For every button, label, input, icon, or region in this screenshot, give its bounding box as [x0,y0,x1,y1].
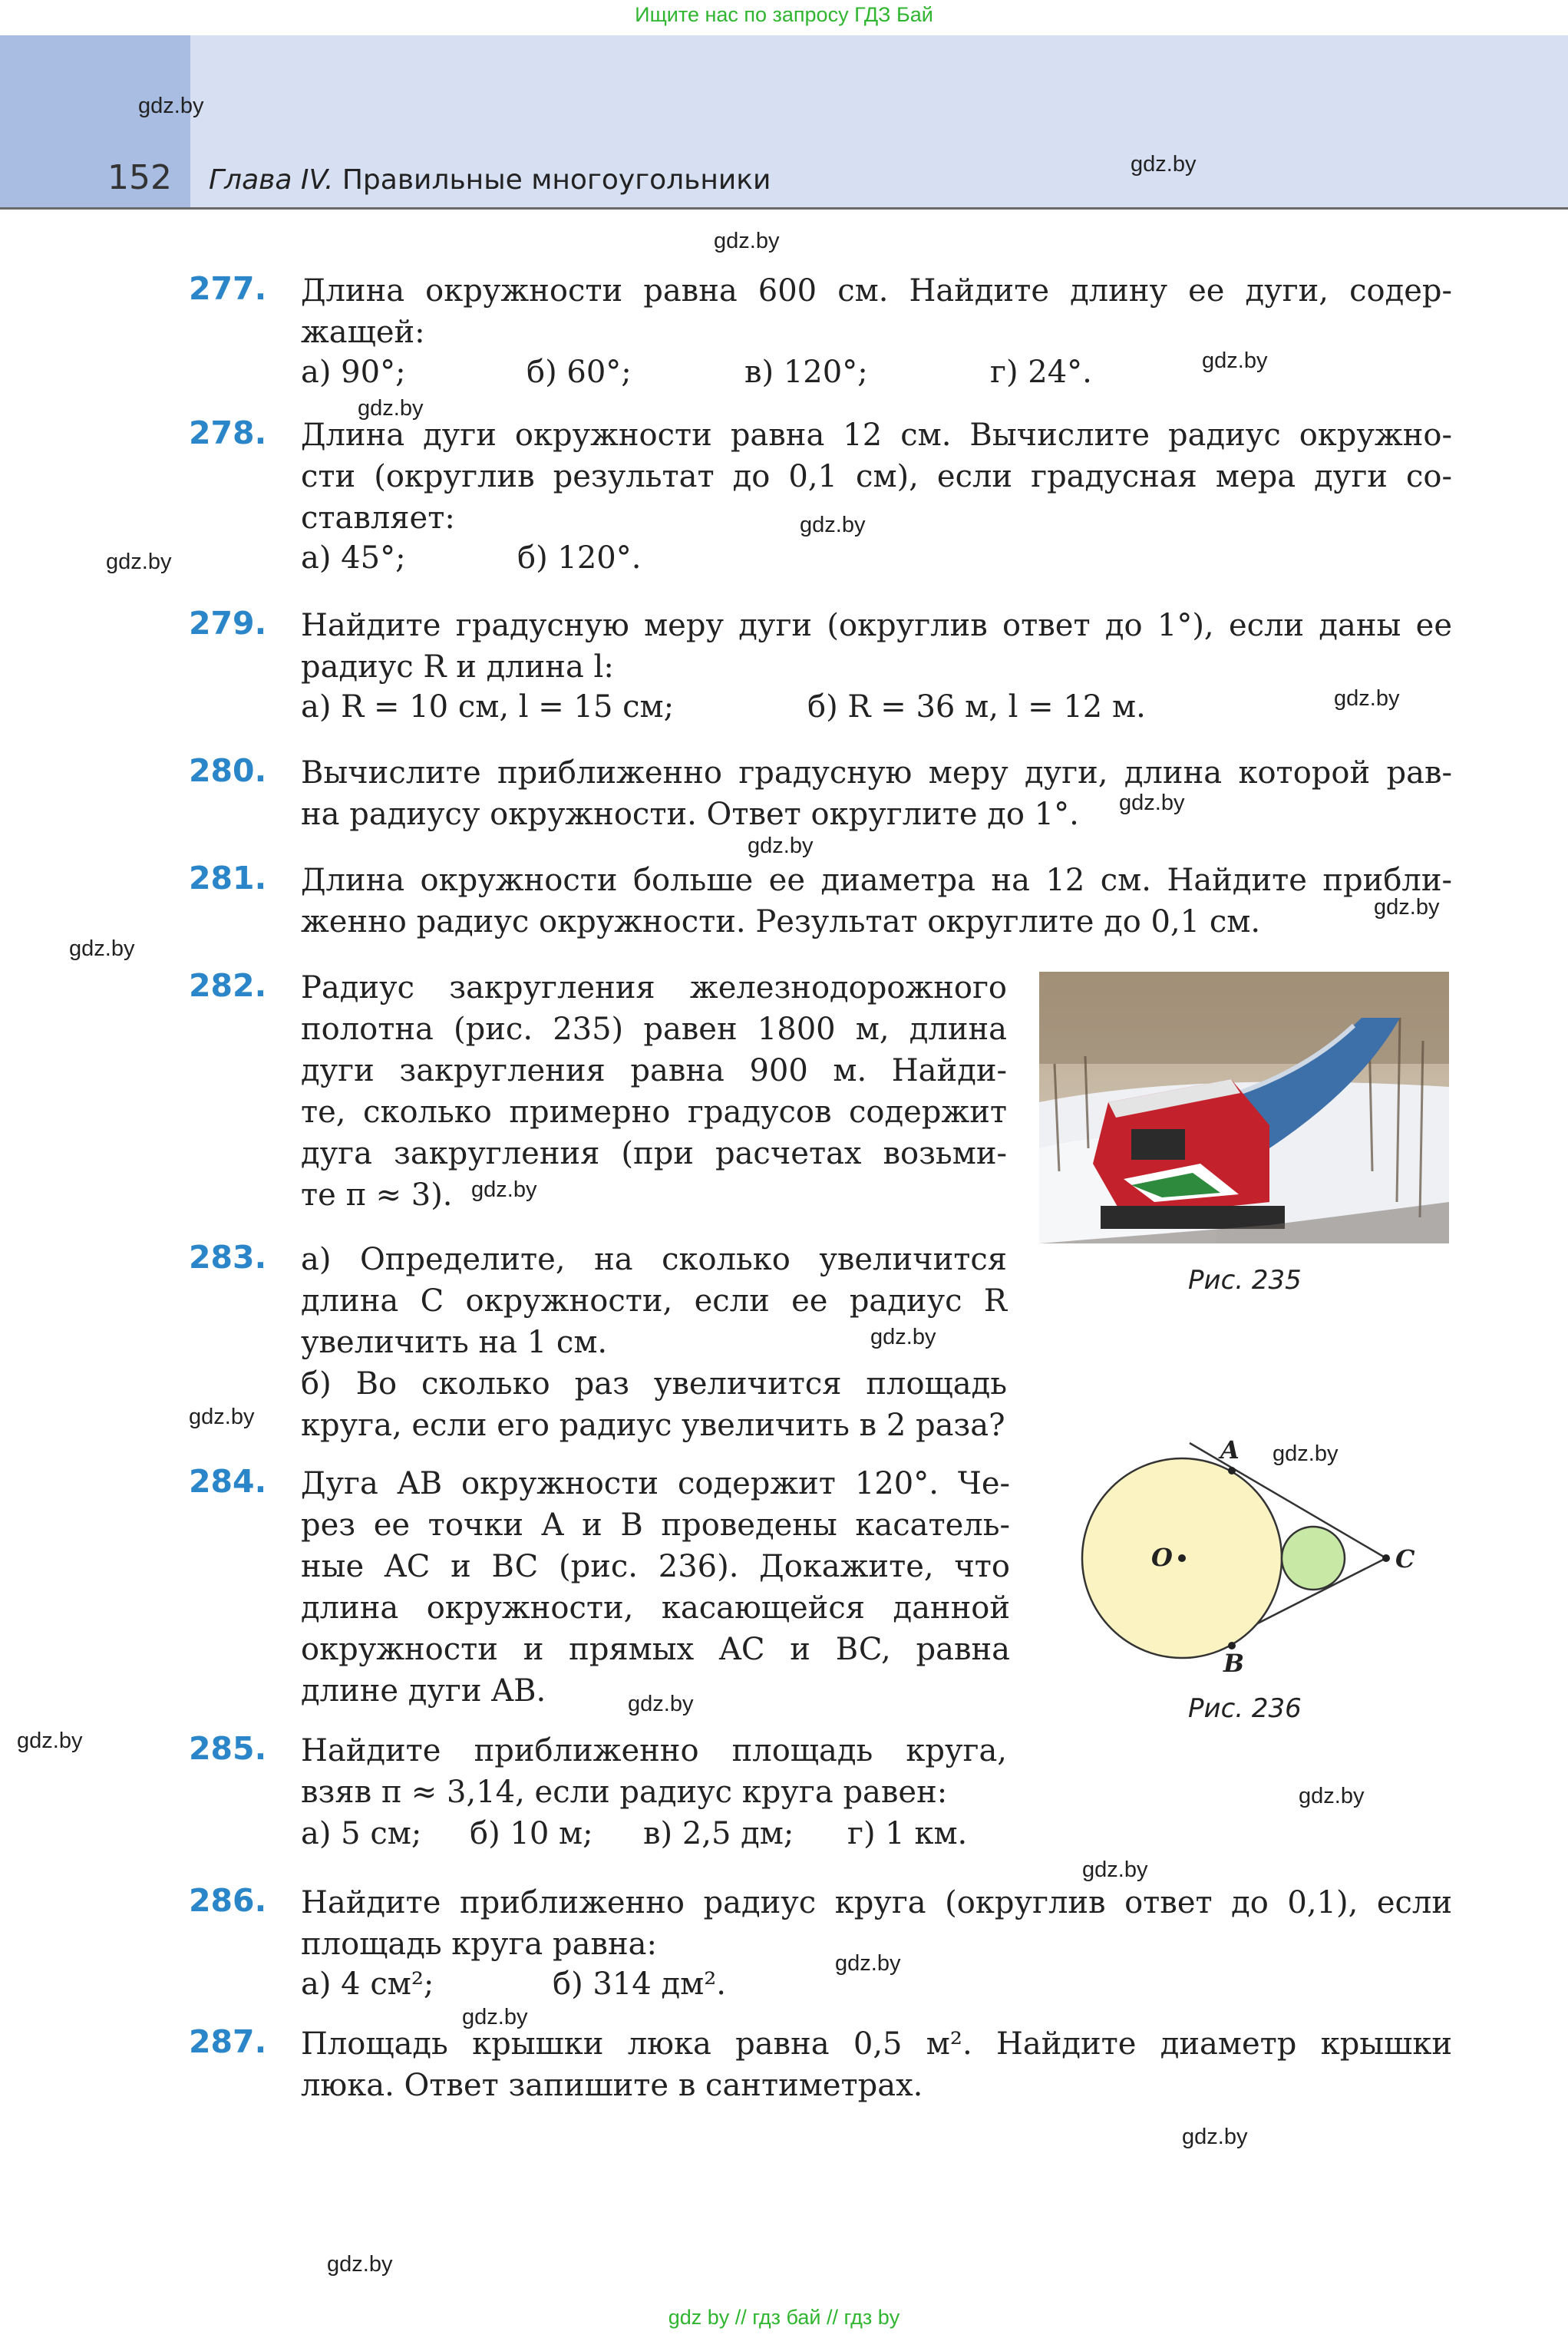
watermark: gdz.by [1131,152,1197,177]
option-b: б) 60°; [527,355,632,390]
watermark: gdz.by [462,2005,528,2029]
watermark: gdz.by [628,1692,694,1716]
watermark: gdz.by [358,396,424,421]
watermark: gdz.by [189,1405,255,1429]
page-number: 152 [107,158,172,197]
point-a [1228,1467,1236,1474]
option-d: г) 24°. [990,355,1092,390]
problem-number: 285. [189,1730,267,1767]
problem-285-text: Найдите приближенно площадь круга, взяв π ≈ 3,14, если радиус круга равен: [301,1733,1007,1810]
top-banner[interactable]: Ищите нас по запросу ГДЗ Бай [635,3,933,26]
problem-number: 282. [189,967,267,1004]
point-c [1382,1554,1390,1562]
problem-number: 281. [189,860,267,897]
problem-279-text: Найдите градусную меру дуги (округлив ответ до 1°), если даны ее радиус R и длина l: [301,608,1452,685]
problem-number: 286. [189,1882,267,1919]
problem-number: 287. [189,2023,267,2060]
watermark: gdz.by [714,229,780,253]
inscribed-circle [1282,1527,1345,1590]
header-divider [0,207,1568,210]
problem-number: 279. [189,605,267,642]
problem-280-text: Вычислите приближенно градусную меру дуги, длина которой рав- на радиусу окружности. Ответ округлите до 1°. [301,755,1452,832]
option-d: г) 1 км. [847,1816,968,1851]
problem-283-text: а) Определите, на сколько увеличится длина C окружности, если ее радиус R увеличить на 1 см. б) Во сколько раз увеличится площадь круга, если его радиус увеличить в 2 раза? [301,1242,1007,1443]
watermark: gdz.by [69,936,135,961]
watermark: gdz.by [471,1177,537,1202]
problem-282-text: Радиус закругления железнодорожного полотна (рис. 235) равен 1800 м, длина дуги закругления равна 900 м. Найди- те, сколько примерно градусов содержит дуга закругления (при расчетах возьми- те π ≈ 3). [301,970,1007,1213]
problem-number: 278. [189,414,267,451]
footer-links[interactable]: gdz by // гдз бай // гдз by [668,2306,900,2329]
option-b: б) R = 36 м, l = 12 м. [807,689,1146,725]
option-b: б) 120°. [517,540,642,576]
problem-287-text: Площадь крышки люка равна 0,5 м². Найдите диаметр крышки люка. Ответ запишите в сантиметрах. [301,2026,1452,2103]
watermark: gdz.by [800,513,866,537]
label-a: A [1220,1435,1240,1465]
chapter-name: Правильные многоугольники [342,164,771,196]
watermark: gdz.by [1182,2125,1248,2149]
chapter-prefix: Глава IV. [209,164,334,196]
problem-277-text: Длина окружности равна 600 см. Найдите длину ее дуги, содер- жащей: [301,273,1452,350]
point-o [1178,1554,1186,1562]
problem-number: 283. [189,1239,267,1276]
watermark: gdz.by [327,2252,393,2277]
option-a: а) R = 10 см, l = 15 см; [301,689,675,725]
problem-284-text: Дуга AB окружности содержит 120°. Че- рез ее точки A и B проведены касатель- ные AC и BC (рис. 236). Докажите, что длина окружности, касающейся данной окружности и прямых AC и BC, равна длине дуги AB. [301,1466,1010,1709]
problem-number: 280. [189,752,267,789]
problem-286-text: Найдите приближенно радиус круга (округлив ответ до 0,1), если площадь круга равна: [301,1885,1452,1962]
watermark: gdz.by [835,1951,901,1976]
problem-number: 284. [189,1463,267,1500]
watermark: gdz.by [1299,1784,1365,1808]
watermark: gdz.by [106,550,172,574]
chapter-title [209,164,771,196]
problem-281-text: Длина окружности больше ее диаметра на 12 см. Найдите прибли- женно радиус окружности. Результат округлите до 0,1 см. [301,863,1452,939]
option-a: а) 5 см; [301,1816,422,1851]
option-a: а) 45°; [301,540,406,576]
watermark: gdz.by [1334,686,1400,711]
train-photo [1039,972,1449,1243]
label-b: B [1223,1649,1245,1678]
watermark: gdz.by [1273,1441,1339,1466]
figure-235-caption: Рис. 235 [1188,1265,1302,1296]
option-c: в) 2,5 дм; [643,1816,794,1851]
watermark: gdz.by [1082,1858,1148,1882]
problem-number: 277. [189,270,267,307]
label-c: C [1395,1544,1415,1574]
watermark: gdz.by [870,1325,936,1349]
label-o: O [1151,1543,1173,1572]
option-b: б) 314 дм². [553,1966,726,2002]
watermark: gdz.by [748,834,814,858]
watermark: gdz.by [17,1729,83,1753]
figure-236-caption: Рис. 236 [1188,1693,1302,1724]
watermark: gdz.by [1374,895,1440,920]
problem-278-text: Длина дуги окружности равна 12 см. Вычислите радиус окружно- сти (округлив результат до 0,1 см), если градусная мера дуги со- ставляет: [301,418,1452,536]
watermark: gdz.by [1202,348,1268,373]
option-c: в) 120°; [744,355,868,390]
circle-tangent-diagram [1059,1420,1428,1681]
option-b: б) 10 м; [470,1816,593,1851]
option-a: а) 4 см²; [301,1966,434,2002]
watermark: gdz.by [138,94,204,118]
option-a: а) 90°; [301,355,406,390]
watermark: gdz.by [1119,791,1185,815]
